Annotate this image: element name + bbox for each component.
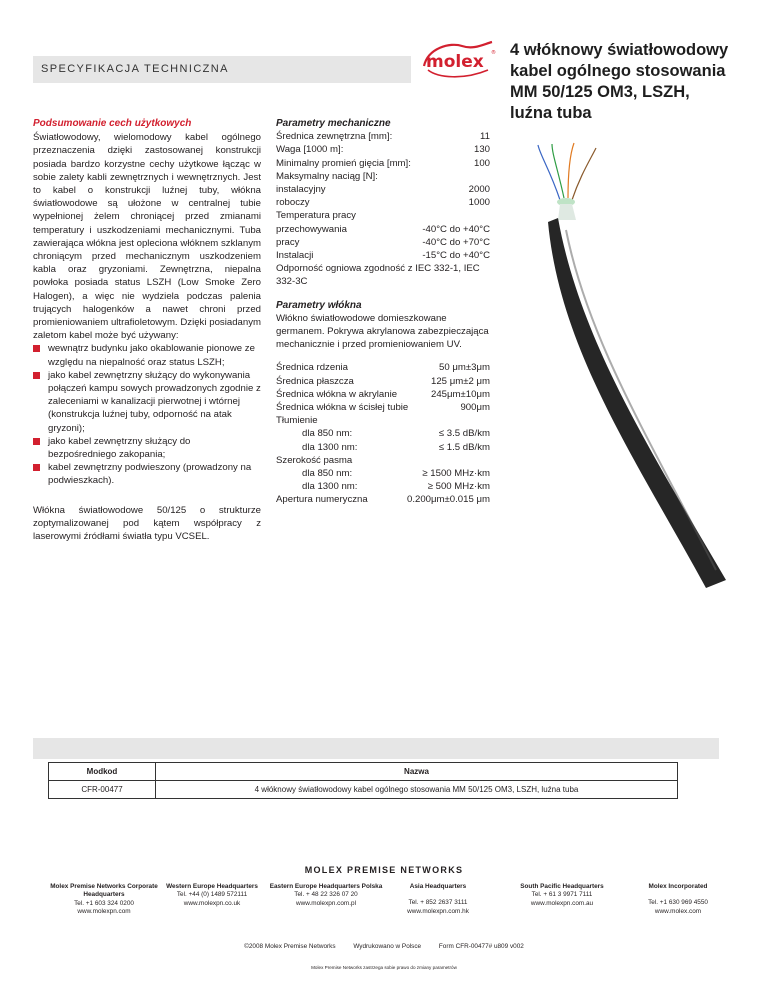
cable-image xyxy=(500,140,740,590)
param-row xyxy=(276,493,490,506)
param-label: Średnica zewnętrzna [mm]: xyxy=(276,131,393,143)
mechanical-params xyxy=(276,130,490,288)
param-row xyxy=(276,130,490,143)
office-block xyxy=(378,883,498,916)
param-label: Waga [1000 m]: xyxy=(276,144,344,156)
svg-text:molex: molex xyxy=(426,52,484,72)
summary-paragraph: Światłowodowy, wielomodowy kabel ogólnego przeznaczenia dzięki zastosowanej konstrukcji posiada bardzo korzystne cechy użytkowe łącząc w sobie zalety kabli zewnętrznych i wewnętrznych. Jest to kabel o konstrukcji luźnej tuby, włókna światłowodowe są ułożone w centralnej tubie wypełnionej żelem chroniącej przed zmianami temperatury i uszkodzeniami mechanicznymi. Tuba zawierająca włókna jest opleciona włóknem szklanym chroniącym przed mechanicznym uszkodzeniem kabla oraz gryzoniami. Zewnętrzna, niepalna powłoka posiada status LSZH (Low Smoke Zero Halogen), a więc nie wydziela podczas palenia trujących halogenków a nawet chroni przed promieniowaniem ultrafioletowym. Dzięki posiadanym zaletom kabel może być używany: xyxy=(33,132,261,342)
office-tel: Tel. +1 630 969 4550 xyxy=(648,899,708,907)
office-web[interactable]: www.molexpn.co.uk xyxy=(183,899,241,907)
param-value: 100 xyxy=(473,157,490,169)
column-header: Nazwa xyxy=(156,763,678,781)
param-label: Apertura numeryczna xyxy=(276,494,368,506)
param-row xyxy=(276,375,490,388)
office-web[interactable]: www.molex.com xyxy=(654,907,702,915)
office-web[interactable]: www.molexpn.com.hk xyxy=(407,907,469,915)
office-tel: Tel. + 61 3 9971 7111 xyxy=(531,891,593,899)
mechanical-title: Parametry mechaniczne xyxy=(276,118,391,129)
footer-line xyxy=(0,943,768,950)
document-title xyxy=(510,40,760,124)
param-label: dla 1300 nm: xyxy=(302,481,358,493)
office-tel: Tel. +44 (0) 1489 572111 xyxy=(176,891,248,899)
param-value: 900μm xyxy=(460,402,490,414)
param-value: ≤ 3.5 dB/km xyxy=(438,428,490,440)
parameters-column xyxy=(276,117,490,507)
table-cell: 4 włóknowy światłowodowy kabel ogólnego stosowania MM 50/125 OM3, LSZH, luźna tuba xyxy=(156,781,678,799)
copyright: ©2008 Molex Premise Networks xyxy=(244,943,336,950)
office-tel: Tel. + 48 22 326 07 20 xyxy=(294,891,358,899)
fiber-params xyxy=(276,361,490,506)
molex-logo xyxy=(418,40,500,84)
office-name: Eastern Europe Headquarters Polska xyxy=(269,883,383,890)
param-value: 50 μm±3μm xyxy=(439,362,490,374)
param-label: roboczy xyxy=(276,197,310,209)
param-row xyxy=(276,196,490,209)
param-row xyxy=(276,236,490,249)
param-value: 0.200μm±0.015 μm xyxy=(407,494,490,506)
svg-text:®: ® xyxy=(491,50,496,56)
product-table xyxy=(48,762,678,799)
param-label: instalacyjny xyxy=(276,184,326,196)
param-row xyxy=(276,480,490,493)
param-row xyxy=(276,183,490,196)
list-item xyxy=(33,369,261,435)
printed-note: Wydrukowano w Polsce xyxy=(353,943,422,950)
param-row xyxy=(276,361,490,374)
table-cell: CFR-00477 xyxy=(49,781,156,799)
param-row xyxy=(276,441,490,454)
office-tel: Tel. +1 603 324 0200 xyxy=(74,899,134,907)
list-item-text: jako kabel zewnętrzny służący do wykonywania połączeń kampu sowych prowadzonych zgodnie z zaleceniami w kanalizacji pierwotnej i wtórnej (konstrukcja luźnej tuby, odporność na atak gryzoni); xyxy=(48,369,261,434)
param-label: Minimalny promień gięcia [mm]: xyxy=(276,157,411,169)
office-block xyxy=(502,883,622,908)
title-line: 4 włóknowy światłowodowy xyxy=(510,41,729,59)
fiber-intro: Włókno światłowodowe domieszkowane germanem. Pokrywa akrylanowa zabezpieczająca mechanicznie i przed promieniowaniem UV. xyxy=(276,312,489,351)
list-item-text: kabel zewnętrzny podwieszony (prowadzony na podwieszkach). xyxy=(48,462,252,487)
param-value: 245μm±10μm xyxy=(431,388,490,400)
param-value: -40°C do +70°C xyxy=(422,236,490,248)
summary-column xyxy=(33,117,261,543)
office-block xyxy=(618,883,738,916)
param-label: Średnica rdzenia xyxy=(276,362,348,374)
param-value: 11 xyxy=(480,131,490,143)
param-row xyxy=(276,401,490,414)
param-label: dla 850 nm: xyxy=(302,468,353,480)
param-label: Temperatura pracy xyxy=(276,210,356,222)
office-name: Molex Premise Networks Corporate Headquarters xyxy=(50,883,158,899)
network-heading: MOLEX PREMISE NETWORKS xyxy=(304,865,464,875)
param-label: Średnica włókna w akrylanie xyxy=(276,388,398,400)
table-row xyxy=(49,781,678,799)
list-item-text: jako kabel zewnętrzny służący do bezpośredniego zakopania; xyxy=(48,435,191,461)
list-item-text: wewnątrz budynku jako okablowanie pionowe ze względu na niepalność oraz status LSZH; xyxy=(48,343,255,368)
param-value: ≥ 1500 MHz·km xyxy=(422,468,490,480)
bullet-icon xyxy=(33,464,40,471)
param-row xyxy=(276,223,490,236)
office-web[interactable]: www.molexpn.com.au xyxy=(530,899,594,907)
office-block xyxy=(152,883,272,908)
param-value: 125 μm±2 μm xyxy=(431,375,490,387)
param-label: przechowywania xyxy=(276,223,347,235)
office-name: Asia Headquarters xyxy=(409,883,467,890)
office-name: South Pacific Headquarters xyxy=(520,883,604,890)
param-label: Szerokość pasma xyxy=(276,454,353,466)
column-header: Modkod xyxy=(49,763,156,781)
title-line: MM 50/125 OM3, LSZH, xyxy=(510,83,690,101)
office-tel: Tel. + 852 2637 3111 xyxy=(408,899,468,907)
param-value: -40°C do +40°C xyxy=(422,223,490,235)
fine-print: Molex Premise Networks zastrzega sobie prawo do zmiany parametrów xyxy=(311,965,457,970)
param-value: ≥ 500 MHz·km xyxy=(427,481,490,493)
form-number: Form CFR-00477# u809 v002 xyxy=(438,943,524,950)
param-label: Instalacji xyxy=(276,250,314,262)
param-row xyxy=(276,427,490,440)
usage-list xyxy=(33,342,261,487)
param-label: dla 850 nm: xyxy=(302,428,353,440)
param-row xyxy=(276,388,490,401)
param-value: 1000 xyxy=(468,197,490,209)
office-block xyxy=(266,883,386,908)
fiber-title: Parametry włókna xyxy=(276,299,362,311)
param-row xyxy=(276,209,490,222)
bullet-icon xyxy=(33,438,40,445)
list-item xyxy=(33,461,261,487)
param-value: ≤ 1.5 dB/km xyxy=(438,441,490,453)
param-label: pracy xyxy=(276,236,300,248)
summary-title: Podsumowanie cech użytkowych xyxy=(33,118,192,129)
summary-closing: Włókna światłowodowe 50/125 o strukturze zoptymalizowanej pod kątem współpracy z laserowymi źródłami światła typu VCSEL. xyxy=(33,504,261,543)
office-name: Molex Incorporated xyxy=(648,883,708,890)
param-row xyxy=(276,262,490,288)
bullet-icon xyxy=(33,372,40,379)
office-name: Western Europe Headquarters xyxy=(166,883,258,890)
param-label: Średnica płaszcza xyxy=(276,375,354,387)
param-row xyxy=(276,414,490,427)
param-row xyxy=(276,467,490,480)
param-label: Odporność ogniowa zgodność z IEC 332-1, IEC 332-3C xyxy=(276,263,480,288)
param-value: 130 xyxy=(473,144,490,156)
spec-header-bar xyxy=(33,56,411,83)
spec-label: SPECYFIKACJA TECHNICZNA xyxy=(41,63,229,75)
title-line: luźna tuba xyxy=(510,104,592,122)
param-row xyxy=(276,170,490,183)
list-item xyxy=(33,342,261,368)
grey-band xyxy=(33,738,719,759)
param-value: -15°C do +40°C xyxy=(422,250,490,262)
list-item xyxy=(33,435,261,461)
office-web[interactable]: www.molexpn.com.pl xyxy=(295,899,357,907)
office-web[interactable]: www.molexpn.com xyxy=(77,907,131,915)
param-row xyxy=(276,143,490,156)
param-label: Maksymalny naciąg [N]: xyxy=(276,170,378,182)
param-row xyxy=(276,157,490,170)
param-label: dla 1300 nm: xyxy=(302,441,358,453)
bullet-icon xyxy=(33,345,40,352)
office-block xyxy=(44,883,164,916)
param-label: Średnica włókna w ścisłej tubie xyxy=(276,402,409,414)
param-value: 2000 xyxy=(468,184,490,196)
title-line: kabel ogólnego stosowania xyxy=(510,62,726,80)
param-row xyxy=(276,454,490,467)
param-row xyxy=(276,249,490,262)
param-label: Tłumienie xyxy=(276,415,318,427)
